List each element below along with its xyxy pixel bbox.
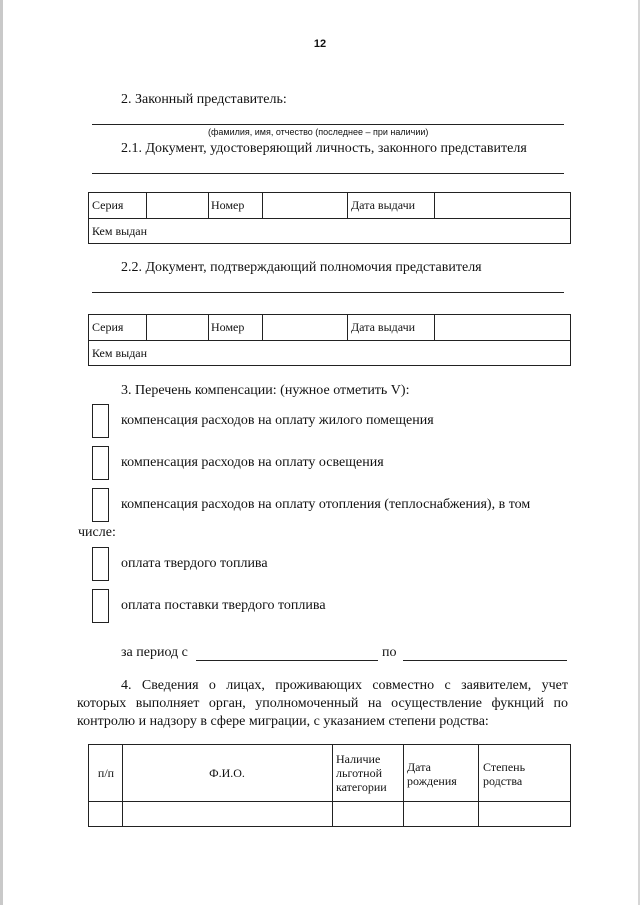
- option-heating-label: компенсация расходов на оплату отопления (теплоснабжения), в том: [121, 497, 531, 512]
- issue-date-value-cell[interactable]: [435, 315, 570, 339]
- residents-heading-line2: которых выполняет орган, уполномоченный на осуществление фукнций по: [77, 696, 568, 711]
- column-header-relationship: Степень родства: [483, 760, 526, 788]
- table-col-divider: [208, 192, 209, 218]
- table-cell-birth-date[interactable]: [404, 802, 477, 826]
- column-header-benefit-category: Наличие льготной категории: [336, 752, 387, 794]
- period-to-input[interactable]: [403, 660, 567, 661]
- series-value-cell[interactable]: [147, 315, 207, 339]
- period-to-label: по: [382, 645, 397, 660]
- representative-name-hint: (фамилия, имя, отчество (последнее – при наличии): [208, 127, 429, 137]
- series-value-cell[interactable]: [147, 193, 207, 217]
- compensation-heading: 3. Перечень компенсации: (нужное отметить V):: [121, 383, 410, 398]
- checkbox-solid-fuel[interactable]: [92, 547, 109, 581]
- residents-heading-line1: 4. Сведения о лицах, проживающих совместно с заявителем, учет: [121, 678, 568, 693]
- column-header-birth-date: Дата рождения: [407, 760, 457, 788]
- representative-name-line[interactable]: [92, 124, 564, 125]
- scan-edge-left: [0, 0, 3, 905]
- option-lighting-label: компенсация расходов на оплату освещения: [121, 455, 384, 470]
- including-label: числе:: [78, 525, 116, 540]
- authority-document-line[interactable]: [92, 292, 564, 293]
- number-value-cell[interactable]: [263, 193, 346, 217]
- issued-by-value-cell[interactable]: [160, 341, 570, 365]
- column-header-number: п/п: [97, 766, 115, 780]
- table-cell-full-name[interactable]: [123, 802, 331, 826]
- option-solid-fuel-delivery-label: оплата поставки твердого топлива: [121, 598, 326, 613]
- issue-date-label: Дата выдачи: [351, 320, 416, 334]
- checkbox-solid-fuel-delivery[interactable]: [92, 589, 109, 623]
- number-label: Номер: [211, 198, 245, 212]
- column-header-full-name: Ф.И.О.: [209, 766, 245, 780]
- table-col-divider: [347, 314, 348, 340]
- number-value-cell[interactable]: [263, 315, 346, 339]
- table-cell-number[interactable]: [89, 802, 121, 826]
- issued-by-label: Кем выдан: [92, 224, 148, 238]
- representative-heading: 2. Законный представитель:: [121, 92, 287, 107]
- series-label: Серия: [92, 320, 124, 334]
- series-label: Серия: [92, 198, 124, 212]
- period-from-label: за период с: [121, 645, 188, 660]
- identity-document-line[interactable]: [92, 173, 564, 174]
- issue-date-value-cell[interactable]: [435, 193, 570, 217]
- option-solid-fuel-label: оплата твердого топлива: [121, 556, 268, 571]
- table-cell-relationship[interactable]: [479, 802, 570, 826]
- checkbox-lighting[interactable]: [92, 446, 109, 480]
- issued-by-label: Кем выдан: [92, 346, 148, 360]
- page-number: 12: [313, 38, 327, 50]
- option-housing-label: компенсация расходов на оплату жилого помещения: [121, 413, 434, 428]
- authority-document-heading: 2.2. Документ, подтверждающий полномочия представителя: [121, 260, 482, 275]
- number-label: Номер: [211, 320, 245, 334]
- table-col-divider: [208, 314, 209, 340]
- identity-document-heading: 2.1. Документ, удостоверяющий личность, законного представителя: [121, 141, 527, 156]
- issued-by-value-cell[interactable]: [160, 219, 570, 243]
- table-cell-benefit-category[interactable]: [333, 802, 402, 826]
- checkbox-heating[interactable]: [92, 488, 109, 522]
- period-from-input[interactable]: [196, 660, 378, 661]
- issue-date-label: Дата выдачи: [351, 198, 416, 212]
- table-col-divider: [347, 192, 348, 218]
- checkbox-housing[interactable]: [92, 404, 109, 438]
- residents-heading-line3: контролю и надзору в сфере миграции, с указанием степени родства:: [77, 714, 489, 729]
